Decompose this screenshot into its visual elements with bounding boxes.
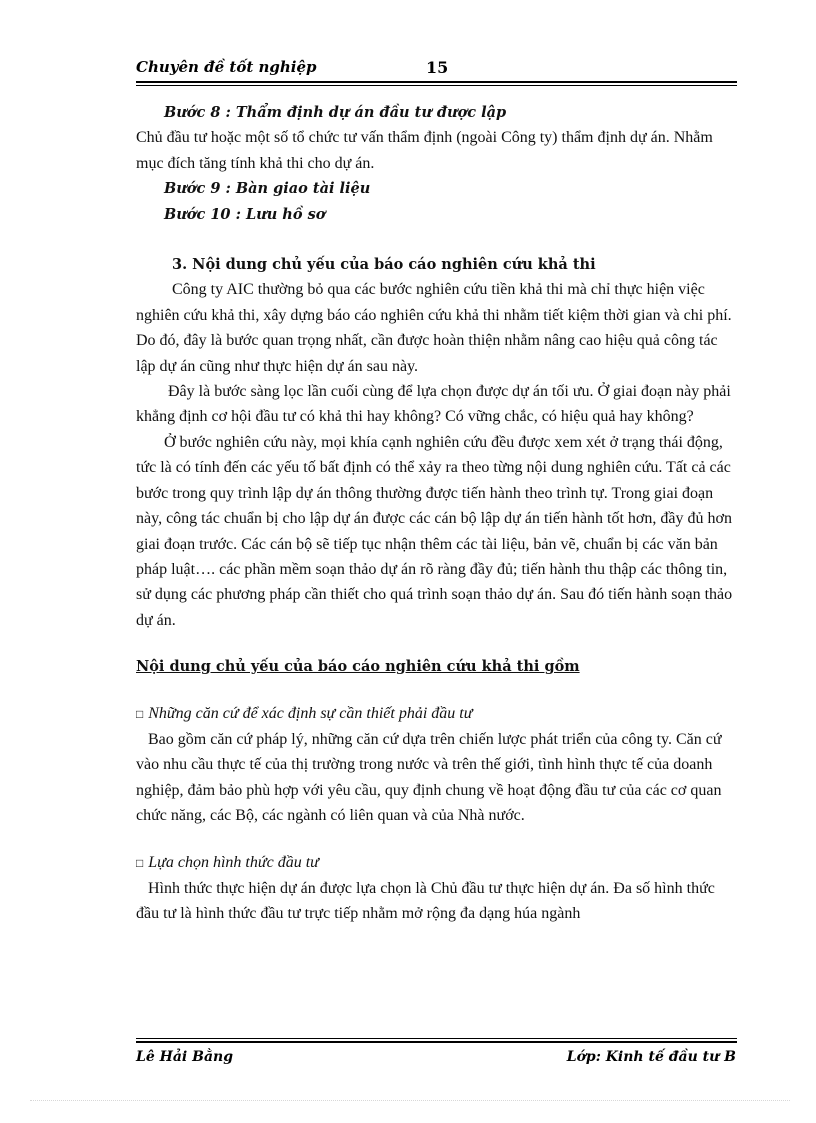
step-8-heading: Bước 8 : Thẩm định dự án đầu tư được lập [164,104,507,121]
header-rule-thin [136,85,737,86]
footer-rule-thick [136,1041,737,1043]
bullet-2-title [136,850,736,876]
page-body [136,100,736,927]
paragraph-3: Ở bước nghiên cứu này, mọi khía cạnh nghiên cứu đều được xem xét ở trạng thái động, tức là có tính đến các yếu tố bất định có thể xảy ra theo từng nội dung nghiên cứu. Tất cả các bước trong quy trình lập dự án thông thường được tiến hành theo trình tự. Trong giai đoạn này, công tác chuẩn bị cho lập dự án được các cán bộ lập dự án tiến hành tốt hơn, đầy đủ hơn giai đoạn trước. Các cán bộ sẽ tiếp tục nhận thêm các tài liệu, bản vẽ, chuẩn bị các văn bản pháp luật…. các phần mềm soạn thảo dự án rõ ràng đầy đủ; tiến hành thu thập các thông tin, sử dụng các phương pháp cần thiết cho quá trình soạn thảo dự án. Sau đó tiến hành soạn thảo dự án. [136,433,733,629]
header-rule-thick [136,81,737,83]
subheading: Nội dung chủ yếu của báo cáo nghiên cứu khả thi gồm [136,658,580,676]
bullet-1-title [136,701,736,727]
section-3-title: 3. Nội dung chủ yếu của báo cáo nghiên cứu khả thi [172,256,596,274]
footer-class: Lớp: Kinh tế đầu tư B [566,1049,736,1065]
bullet-2-text: Hình thức thực hiện dự án được lựa chọn là Chủ đầu tư thực hiện dự án. Đa số hình thức đầu tư là hình thức đầu tư trực tiếp nhằm mở rộng đa dạng húa ngành [136,879,715,923]
paragraph-2: Đây là bước sàng lọc lần cuối cùng để lựa chọn được dự án tối ưu. Ở giai đoạn này phải khẳng định cơ hội đầu tư có khả thi hay không? Có vững chắc, có hiệu quả hay không? [136,383,731,426]
page-bottom-dotted-line [30,1100,790,1101]
bullet-1-label: Những căn cứ để xác định sự cần thiết phải đầu tư [148,704,473,722]
page-footer [136,1049,736,1071]
step-10-heading: Bước 10 : Lưu hồ sơ [164,205,326,223]
bullet-1-text: Bao gồm căn cứ pháp lý, những căn cứ dựa trên chiến lược phát triển của công ty. Căn cứ vào nhu cầu thực tế của thị trường trong nước và trên thế giới, tình hình thực tế của doanh nghiệp, đảm bảo phù hợp với yêu cầu, quy định chung về hoạt động đầu tư của các cơ quan chức năng, các Bộ, các ngành có liên quan và của Nhà nước. [136,730,722,825]
step-8-text: Chủ đầu tư hoặc một số tổ chức tư vấn thẩm định (ngoài Công ty) thẩm định dự án. Nhằm mục đích tăng tính khả thi cho dự án. [136,129,713,172]
checkbox-bullet-icon: □ [136,855,144,870]
page-number: 15 [426,58,449,77]
checkbox-bullet-icon: □ [136,706,144,721]
page-header [136,58,736,80]
footer-rule-thin [136,1038,737,1039]
bullet-2-label: Lựa chọn hình thức đầu tư [148,853,319,871]
footer-author: Lê Hải Bằng [136,1049,233,1065]
step-9-heading: Bước 9 : Bàn giao tài liệu [164,180,371,198]
header-title: Chuyên đề tốt nghiệp [136,58,317,76]
paragraph-1: Công ty AIC thường bỏ qua các bước nghiên cứu tiền khả thi mà chỉ thực hiện việc nghiên cứu khả thi, xây dựng báo cáo nghiên cứu khả thi nhằm tiết kiệm thời gian và chi phí. Do đó, đây là bước quan trọng nhất, cần được hoàn thiện nhằm nâng cao hiệu quả công tác lập dự án cũng như thực hiện dự án sau này. [136,281,732,375]
